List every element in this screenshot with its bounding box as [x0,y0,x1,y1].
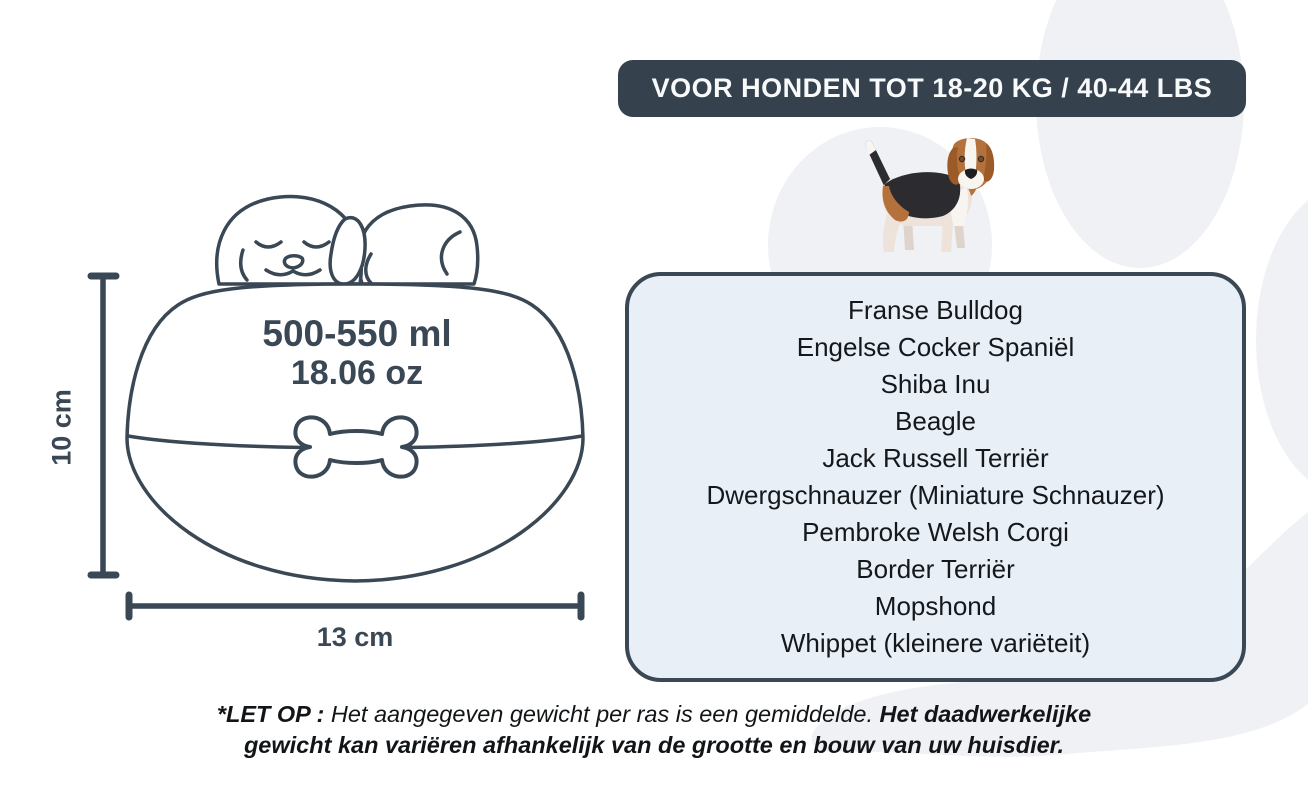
bowl-volume-oz: 18.06 oz [290,354,424,392]
disclaimer-bold-text-2: gewicht kan variëren afhankelijk van de grootte en bouw van uw huisdier. [243,732,1065,758]
beagle-eye-left [959,156,964,161]
breed-list-item: Shiba Inu [880,369,991,399]
sleeping-dog-body [358,205,477,284]
breed-list-item: Whippet (kleinere variëteit) [780,628,1091,658]
breed-list-item: Dwergschnauzer (Miniature Schnauzer) [706,480,1165,510]
breed-list-item: Jack Russell Terriër [822,443,1049,473]
disclaimer-note [154,699,1154,761]
disclaimer-prefix: *LET OP : [216,701,331,727]
beagle-eye-right [978,156,983,161]
breed-list-item: Mopshond [874,591,997,621]
beagle-front-leg [941,220,953,252]
breed-list-item: Franse Bulldog [848,295,1023,325]
disclaimer-line-2 [154,730,1154,761]
breed-list-item: Beagle [895,406,976,436]
breed-list-item: Pembroke Welsh Corgi [802,517,1069,547]
disclaimer-line-1 [154,699,1154,730]
breed-list-item: Engelse Cocker Spaniël [796,332,1075,362]
breed-list-box [625,272,1246,682]
breed-list-item: Border Terriër [856,554,1015,584]
disclaimer-normal-text: Het aangegeven gewicht per ras is een gemiddelde. [330,701,880,727]
size-banner-label: VOOR HONDEN TOT 18-20 KG / 40-44 LBS [651,73,1213,103]
disclaimer-bold-text: Het daadwerkelijke [879,701,1092,727]
bowl-width-label: 13 cm [316,622,394,652]
size-banner [618,60,1246,117]
sleeping-dog-nose [284,256,302,268]
bowl-volume-ml: 500-550 ml [262,313,452,354]
bowl-height-label: 10 cm [46,389,77,466]
bowl-volume-label [192,314,522,392]
paw-toe-shape [1256,185,1308,495]
paw-toe-shape [1036,0,1244,268]
